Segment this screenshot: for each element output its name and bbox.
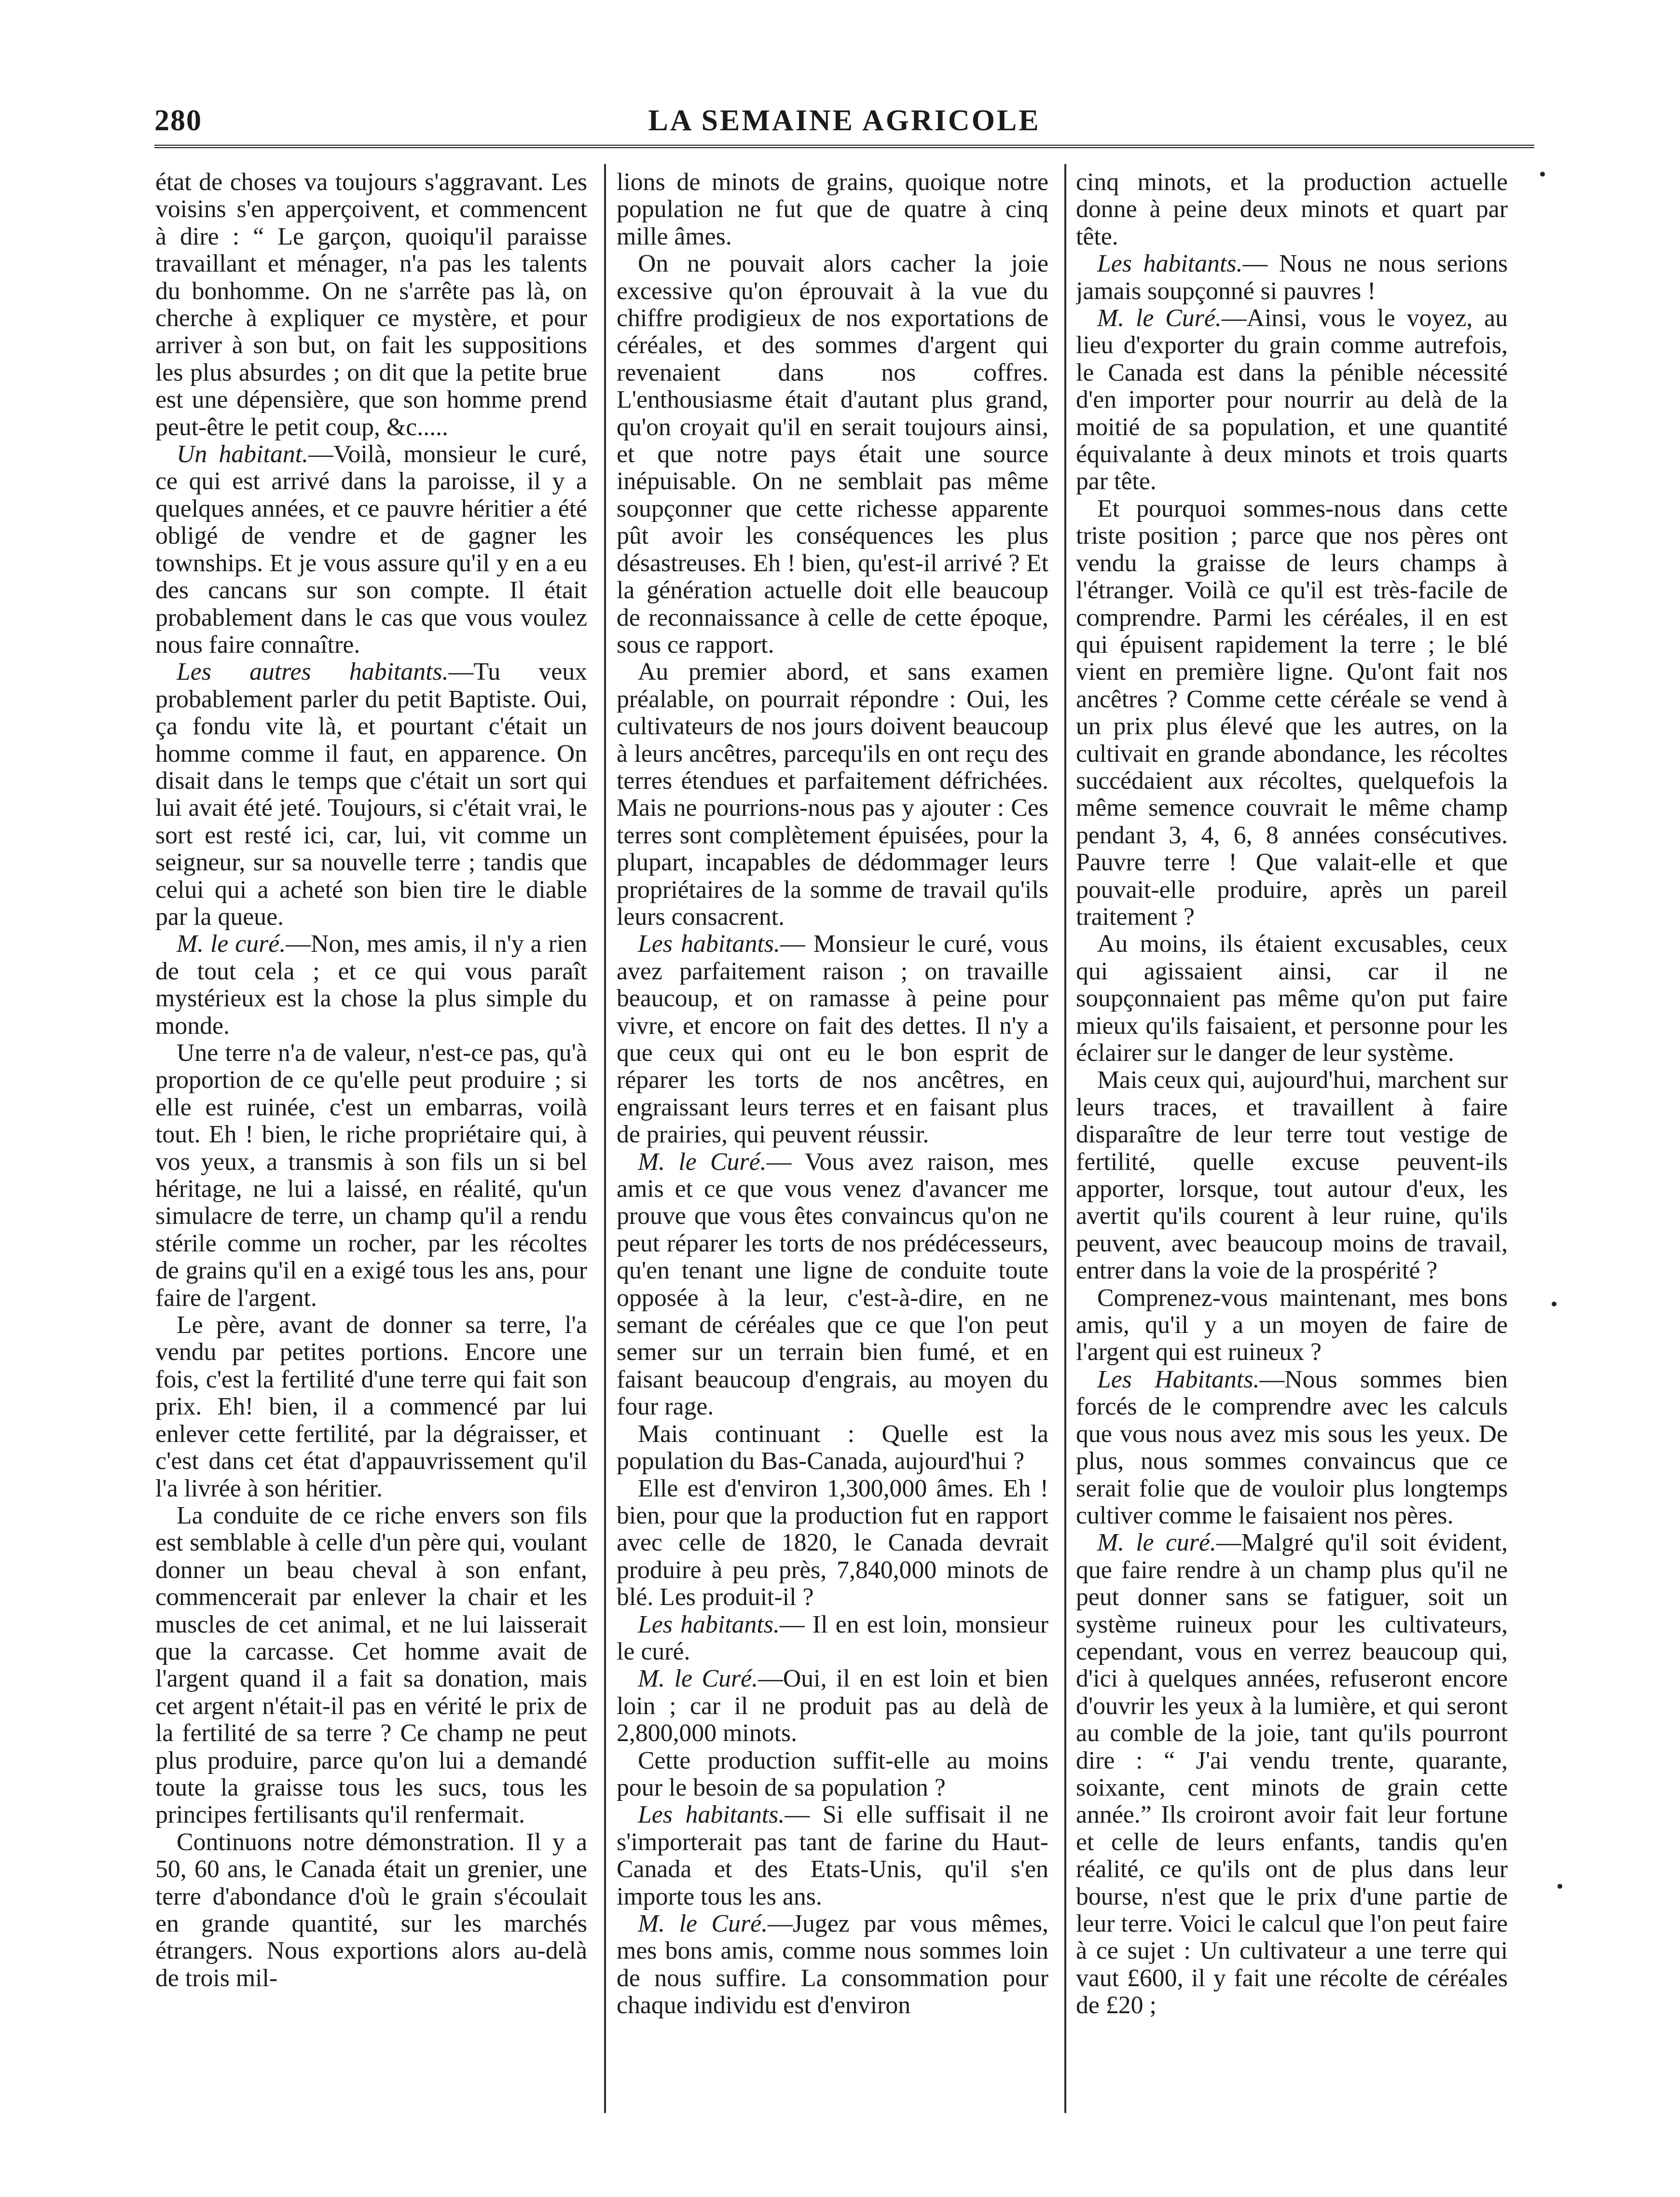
paragraph [1076, 1366, 1508, 1529]
paragraph [155, 1829, 587, 1992]
paragraph [617, 1801, 1048, 1910]
paragraph [155, 1502, 587, 1829]
page-number: 280 [154, 104, 202, 137]
paragraph-text: Cette production suffit-elle au moins pour le besoin de sa population ? [617, 1746, 1048, 1801]
paragraph-text: Au moins, ils étaient excusables, ceux qui agissaient ainsi, car il ne soupçonnaient pas même qu'on put faire mieux qu'ils faisaient, et personne pour les éclairer sur le danger de leur système. [1076, 930, 1508, 1067]
speaker-label: Les autres habitants. [177, 658, 449, 686]
paragraph [155, 659, 587, 931]
paragraph [617, 169, 1048, 250]
paragraph [617, 931, 1048, 1148]
paragraph-text: Et pourquoi sommes-nous dans cette triste position ; parce que nos pères ont vendu la graisse de leurs champs à l'étranger. Voilà ce qu'il est très-facile de comprendre. Parmi les céréales, il en est qui épuisent rapidement la terre ; le blé vient en première ligne. Qu'ont fait nos ancêtres ? Comme cette céréale se vend à un prix plus élevé que les autres, on la cultivait en grande abondance, les récoltes succédaient aux récoltes, quelquefois la même semence couvrait le même champ pendant 3, 4, 6, 8 années consécutives. Pauvre terre ! Que valait-elle et que pouvait-elle produire, après un pareil traitement ? [1076, 494, 1508, 931]
speaker-label: M. le Curé. [638, 1910, 768, 1937]
paragraph-text: —Nous sommes bien forcés de le comprendre avec les calculs que vous nous avez mis sous les yeux. De plus, nous sommes convaincus que ce serait folie que de vouloir plus longtemps cultiver comme le faisaient nos pères. [1076, 1365, 1508, 1529]
paragraph [155, 931, 587, 1040]
paragraph-text: lions de minots de grains, quoique notre population ne fut que de quatre à cinq mille âmes. [617, 169, 1048, 250]
paragraph-text: Mais continuant : Quelle est la population du Bas-Canada, aujourd'hui ? [617, 1420, 1048, 1475]
paragraph [1076, 250, 1508, 305]
column-divider [604, 164, 606, 2113]
paragraph-text: On ne pouvait alors cacher la joie excessive qu'on éprouvait à la vue du chiffre prodigieux de nos exportations de céréales, et des sommes d'argent qui revenaient dans nos coffres. L'enthousiasme était d'autant plus grand, qu'on croyait qu'il en serait toujours ainsi, et que notre pays était une source inépuisable. On ne semblait pas même soupçonner que cette richesse apparente pût avoir les conséquences les plus désastreuses. Eh ! bien, qu'est-il arrivé ? Et la génération actuelle doit elle beaucoup de reconnaissance à celle de cette époque, sous ce rapport. [617, 250, 1048, 659]
speaker-label: Les habitants. [1097, 250, 1243, 278]
speaker-label: M. le Curé. [638, 1148, 767, 1176]
paragraph-text: cinq minots, et la production actuelle donne à peine deux minots et quart par tête. [1076, 169, 1508, 250]
column-divider [1064, 164, 1066, 2113]
paragraph [1076, 1529, 1508, 2019]
paragraph-text: —Malgré qu'il soit évident, que faire rendre à un champ plus qu'il ne peut donner sans se fatiguer, soit un système ruineux pour les cultivateurs, cependant, vous en verrez beaucoup qui, d'ici à quelques années, refuseront encore d'ouvrir les yeux à la lumière, et qui seront au comble de la joie, tant qu'ils pourront dire : “ J'ai vendu trente, quarante, soixante, cent minots de grain cette année.” Ils croiront avoir fait leur fortune et celle de leurs enfants, tandis qu'en réalité, ce qu'ils ont de plus dans leur bourse, n'est que le prix d'une partie de leur terre. Voici le calcul que l'on peut faire à ce sujet : Un cultivateur a une terre qui vaut £600, il y fait une récolte de céréales de £20 ; [1076, 1529, 1508, 2019]
speaker-label: Les Habitants. [1097, 1365, 1260, 1393]
paragraph-text: La conduite de ce riche envers son fils est semblable à celle d'un père qui, voulant donner un beau cheval à son enfant, commencerait par enlever la chair et les muscles de cet animal, et ne lui laisserait que la carcasse. Cet homme avait de l'argent quand il a fait sa donation, mais cet argent n'était-il pas en vérité le prix de la fertilité de sa terre ? Ce champ ne peut plus produire, parce qu'on lui a demandé toute la graisse tous les sucs, tous les principes fertilisants qu'il renfermait. [155, 1501, 587, 1829]
paragraph-text: —Non, mes amis, il n'y a rien de tout cela ; et ce qui vous paraît mystérieux est la chose la plus simple du monde. [155, 930, 587, 1040]
paragraph [1076, 931, 1508, 1067]
text-column-1 [155, 169, 587, 2099]
paragraph [155, 1312, 587, 1502]
speaker-label: M. le Curé. [638, 1665, 758, 1693]
paragraph [617, 659, 1048, 931]
paragraph [617, 1149, 1048, 1421]
paragraph-text: —Tu veux probablement parler du petit Baptiste. Oui, ça fondu vite là, et pourtant c'était un homme comme il faut, en apparence. On disait dans le temps que c'était un sort qui lui avait été jeté. Toujours, si c'était vrai, le sort est resté ici, car, lui, vit comme un seigneur, sur sa nouvelle terre ; tandis que celui qui a acheté son bien tire le diable par la queue. [155, 658, 587, 931]
speaker-label: Les habitants. [638, 1610, 780, 1638]
paragraph-text: — Si elle suffisait il ne s'importerait pas tant de farine du Haut-Canada et des Etats-Unis, qu'il s'en importe tous les ans. [617, 1801, 1048, 1910]
paragraph [617, 1421, 1048, 1475]
paragraph [1076, 1067, 1508, 1284]
paragraph-text: Comprenez-vous maintenant, mes bons amis, qu'il y a un moyen de faire de l'argent qui est ruineux ? [1076, 1284, 1508, 1366]
paragraph [617, 1747, 1048, 1802]
ink-speck [1552, 1302, 1556, 1306]
paragraph [1076, 1285, 1508, 1366]
paragraph-text: Elle est d'environ 1,300,000 âmes. Eh ! bien, pour que la production fut en rapport avec celle de 1820, le Canada devrait produire à peu près, 7,840,000 minots de blé. Les produit-il ? [617, 1474, 1048, 1611]
paragraph-text: Une terre n'a de valeur, n'est-ce pas, qu'à proportion de ce qu'elle peut produire ; si elle est ruinée, c'est un embarras, voilà tout. Eh ! bien, le riche propriétaire qui, à vos yeux, a transmis à son fils un si bel héritage, ne lui a laissé, en réalité, qu'un simulacre de terre, un champ qu'il a rendu stérile comme un rocher, par les récoltes de grains qu'il en a exigé tous les ans, pour faire de l'argent. [155, 1039, 587, 1312]
paragraph-text: état de choses va toujours s'aggravant. Les voisins s'en apperçoivent, et commencent à dire : “ Le garçon, quoiqu'il paraisse travaillant et ménager, n'a pas les talents du bonhomme. On ne s'arrête pas là, on cherche à expliquer ce mystère, et pour arriver à son but, on fait les suppositions les plus absurdes ; on dit que la petite brue est une dépensière, que son homme prend peut-être le petit coup, &c..... [155, 169, 587, 441]
paragraph-text: — Nous ne nous serions jamais soupçonné si pauvres ! [1076, 250, 1508, 305]
paragraph-text: Le père, avant de donner sa terre, l'a vendu par petites portions. Encore une fois, c'est la fertilité d'une terre qui fait son prix. Eh! bien, il a commencé par lui enlever cette fertilité, par la dégraisser, et c'est dans cet état d'appauvrissement qu'il l'a livrée à son héritier. [155, 1311, 587, 1502]
paragraph-text: Continuons notre démonstration. Il y a 50, 60 ans, le Canada était un grenier, une terre d'abondance d'où le grain s'écoulait en grande quantité, sur les marchés étrangers. Nous exportions alors au-delà de trois mil- [155, 1828, 587, 1992]
speaker-label: M. le curé. [1097, 1529, 1216, 1557]
paragraph-text: — Il en est loin, monsieur le curé. [617, 1610, 1048, 1665]
paragraph [617, 1611, 1048, 1666]
speaker-label: Un habitant. [177, 440, 309, 468]
paragraph [1076, 495, 1508, 931]
journal-title: LA SEMAINE AGRICOLE [648, 104, 1041, 137]
paragraph-text: —Ainsi, vous le voyez, au lieu d'exporter du grain comme autrefois, le Canada est dans la pénible nécessité d'en importer pour nourrir au delà de la moitié de sa population, et une quantité équivalante à deux minots et trois quarts par tête. [1076, 304, 1508, 495]
paragraph [617, 1665, 1048, 1747]
text-column-3 [1076, 169, 1508, 2099]
speaker-label: M. le curé. [177, 930, 286, 958]
paragraph [617, 1910, 1048, 2019]
ink-speck [1540, 172, 1545, 177]
paragraph [1076, 305, 1508, 495]
paragraph [155, 441, 587, 659]
paragraph-text: —Voilà, monsieur le curé, ce qui est arrivé dans la paroisse, il y a quelques années, et ce pauvre héritier a été obligé de vendre et de gagner les townships. Et je vous assure qu'il y en a eu des cancans sur son compte. Il était probablement dans le cas que vous voulez nous faire connaître. [155, 440, 587, 659]
speaker-label: Les habitants. [638, 930, 780, 958]
header-rule [154, 145, 1534, 148]
text-column-2 [617, 169, 1048, 2099]
speaker-label: Les habitants. [638, 1801, 785, 1829]
paragraph-text: Mais ceux qui, aujourd'hui, marchent sur leurs traces, et travaillent à faire disparaître de leur terre tout vestige de fertilité, quelle excuse peuvent-ils apporter, lorsque, tout autour d'eux, les avertit qu'ils courent à leur ruine, qu'ils peuvent, avec beaucoup moins de travail, entrer dans la voie de la prospérité ? [1076, 1066, 1508, 1285]
paragraph-text: —Oui, il en est loin et bien loin ; car il ne produit pas au delà de 2,800,000 minots. [617, 1665, 1048, 1747]
paragraph [617, 1475, 1048, 1611]
page-header [154, 104, 1534, 147]
paragraph [155, 169, 587, 441]
paragraph-text: Au premier abord, et sans examen préalable, on pourrait répondre : Oui, les cultivateurs de nos jours doivent beaucoup à leurs ancêtres, parcequ'ils en ont reçu des terres étendues et parfaitement défrichées. Mais ne pourrions-nous pas y ajouter : Ces terres sont complètement épuisées, pour la plupart, incapables de dédommager leurs propriétaires de la somme de travail qu'ils leurs consacrent. [617, 658, 1048, 931]
paragraph-text: —Jugez par vous mêmes, mes bons amis, comme nous sommes loin de nous suffire. La consommation pour chaque individu est d'environ [617, 1910, 1048, 2019]
paragraph-text: — Monsieur le curé, vous avez parfaitement raison ; on travaille beaucoup, et on ramasse à peine pour vivre, et encore on fait des dettes. Il n'y a que ceux qui ont eu le bon esprit de réparer les torts de nos ancêtres, en engraissant leurs terres et en faisant plus de prairies, qui peuvent réussir. [617, 930, 1048, 1149]
paragraph-text: — Vous avez raison, mes amis et ce que vous venez d'avancer me prouve que vous êtes convaincus qu'on ne peut réparer les torts de nos prédécesseurs, qu'en tenant une ligne de conduite toute opposée à la leur, c'est-à-dire, en ne semant de céréales que ce que l'on peut semer sur un terrain bien fumé, et en faisant beaucoup d'engrais, au moyen du four rage. [617, 1148, 1048, 1421]
paragraph [1076, 169, 1508, 250]
speaker-label: M. le Curé. [1097, 304, 1222, 332]
paragraph [617, 250, 1048, 659]
paragraph [155, 1040, 587, 1312]
ink-speck [1557, 1884, 1562, 1889]
